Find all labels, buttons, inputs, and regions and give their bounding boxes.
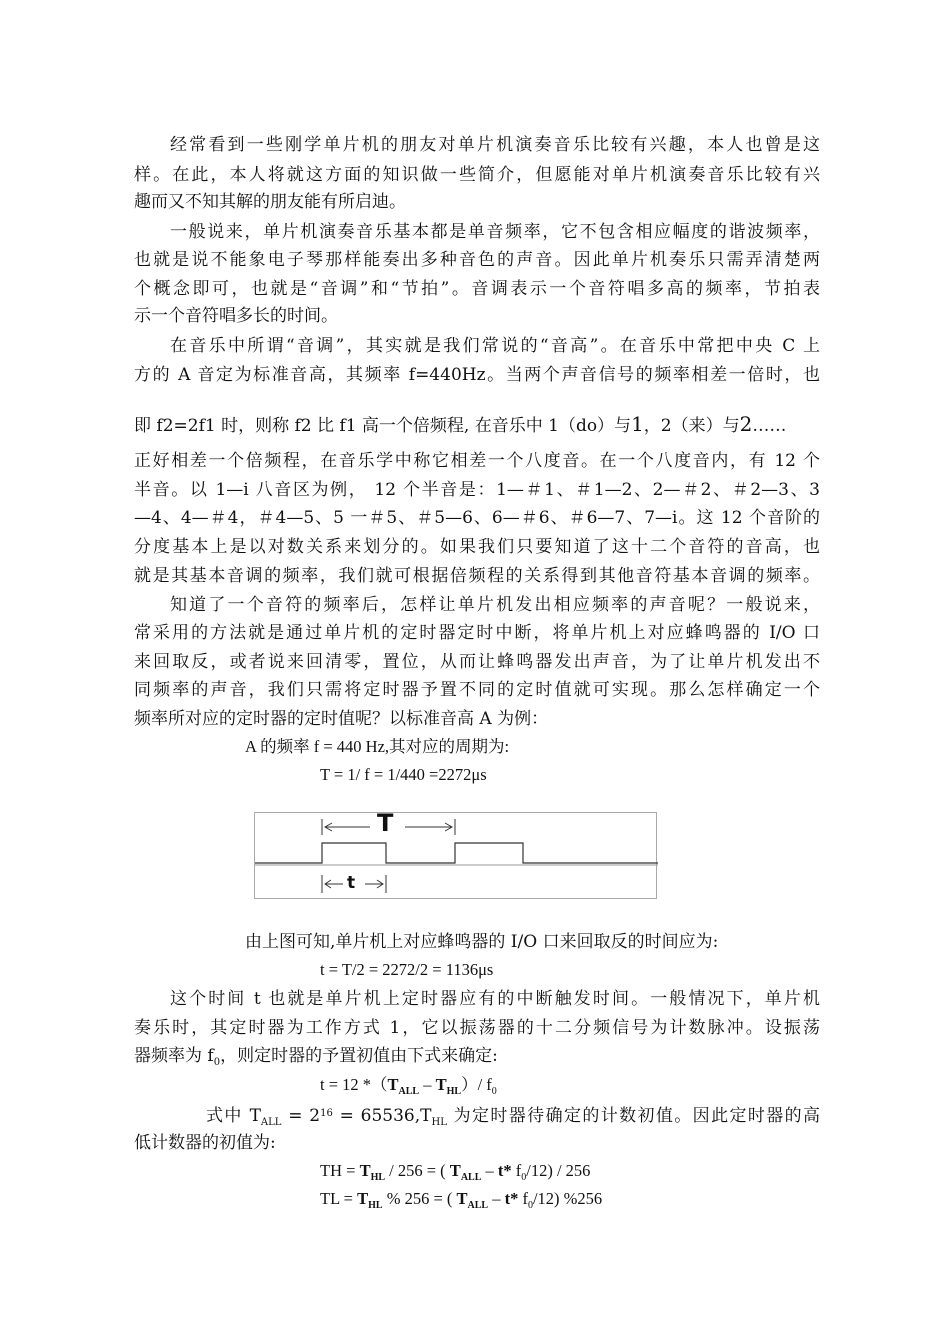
tl-c: HL	[368, 1200, 383, 1211]
para1-line2: 样。在此，本人将就这方面的知识做一些简介，但愿能对单片机演奏音乐比较有兴	[134, 165, 820, 185]
equation-tl	[320, 1186, 602, 1219]
th-a: TH =	[320, 1161, 360, 1180]
para2-line3: 个概念即可，也就是“音调”和“节拍”。音调表示一个音符唱多高的频率，节拍表	[134, 279, 820, 299]
period-label: T	[377, 809, 394, 837]
square-wave	[255, 843, 658, 863]
th-b: T	[359, 1161, 371, 1180]
para6-line1: 这个时间 t 也就是单片机上定时器应有的中断触发时间。一般情况下，单片机	[170, 989, 820, 1009]
eq4-div: ）/ f	[461, 1075, 492, 1094]
para1-line1: 经常看到一些刚学单片机的朋友对单片机演奏音乐比较有兴趣，本人也曾是这	[170, 135, 820, 155]
tl-a: TL =	[320, 1189, 358, 1208]
para4-line3: 来回取反，或者说来回清零，置位，从而让蜂鸣器发出声音，为了让单片机发出不	[134, 652, 820, 672]
eq4-start: t = 12 *（	[320, 1075, 388, 1094]
tl-d: % 256 = (	[382, 1189, 457, 1208]
para3-line3-mid: ，2（来）与	[643, 416, 740, 436]
para3-line8: 就是其基本音调的频率，我们就可根据倍频程的关系得到其他音符基本音调的频率。	[134, 566, 820, 586]
para2-line1: 一般说来，单片机演奏音乐基本都是单音频率，它不包含相应幅度的谐波频率，	[170, 222, 820, 242]
th-c: HL	[370, 1172, 386, 1183]
eq4-minus: –	[419, 1075, 436, 1094]
para6-line3-start: 器频率为 f	[134, 1046, 214, 1066]
para6-line3-end: ，则定时器的予置初值由下式来确定:	[220, 1046, 498, 1066]
eq4-thl-sub: HL	[446, 1086, 462, 1097]
para4-line5: 频率所对应的定时器的定时值呢？以标准音高 A 为例：	[134, 709, 549, 729]
para5-line1: 由上图可知,单片机上对应蜂鸣器的 I/O 口来回取反的时间应为:	[245, 932, 719, 952]
eq4-thl: T	[435, 1075, 447, 1094]
para3-line2: 方的 A 音定为标准音高，其频率 f=440Hz。当两个声音信号的频率相差一倍时，也	[134, 365, 820, 385]
tl-g: –	[488, 1189, 505, 1208]
para3-line3	[134, 411, 786, 439]
square-wave-diagram	[255, 813, 658, 900]
para2-line4: 示一个音符唱多长的时间。	[134, 306, 338, 326]
eq4-tall: T	[387, 1075, 399, 1094]
th-i: f	[511, 1161, 522, 1180]
th-d: / 256 = (	[385, 1161, 450, 1180]
p7-all-sub: ALL	[260, 1117, 282, 1128]
para7-line1	[206, 1101, 820, 1136]
para3-line4: 正好相差一个倍频程，在音乐学中称它相差一个八度音。在一个八度音内，有 12 个	[134, 451, 820, 471]
para2-line2: 也就是说不能象电子琴那样能奏出多种音色的声音。因此单片机奏乐只需弄清楚两	[134, 250, 820, 270]
para1-line3: 趣而又不知其解的朋友能有所启迪。	[134, 192, 406, 212]
th-f: ALL	[460, 1172, 482, 1183]
tl-k: /12) %256	[532, 1189, 603, 1208]
p7-exponent: 16	[320, 1108, 333, 1119]
para6-line2: 奏乐时，其定时器为工作方式 1，它以振荡器的十二分频信号为计数脉冲。设振荡	[134, 1018, 820, 1038]
p7-end: 为定时器待确定的计数初值。因此定时器的高	[446, 1106, 821, 1126]
para3-line5: 半音。以 1—i 八音区为例， 12 个半音是：1—＃1、＃1—2、2—＃2、＃2—3、3	[134, 480, 820, 500]
para3-line6: —4、4—＃4，＃4—5、5 一＃5、＃5—6、6—＃6、＃6—7、7—i。这 12 个音阶的	[134, 508, 820, 528]
tl-i: f	[518, 1189, 528, 1208]
f0-subscript: 0	[213, 1057, 221, 1068]
para7-line2: 低计数器的初值为:	[134, 1133, 276, 1153]
equation-half-period: t = T/2 = 2272/2 = 1136μs	[320, 960, 494, 979]
tl-e: T	[456, 1189, 468, 1208]
para3-line1: 在音乐中所谓“音调”，其实就是我们常说的“音高”。在音乐中常把中央 C 上	[170, 336, 820, 356]
eq4-tall-sub: ALL	[398, 1086, 420, 1097]
th-j: 0	[521, 1172, 527, 1183]
tl-h: t*	[504, 1189, 519, 1208]
half-period-label: t	[347, 873, 356, 893]
high-do-note: 1	[631, 412, 644, 436]
para4-line2: 常采用的方法就是通过单片机的定时器定时中断，将单片机上对应蜂鸣器的 I/O 口	[134, 623, 820, 643]
th-e: T	[449, 1161, 461, 1180]
th-g: –	[481, 1161, 498, 1180]
p7-eq: = 2	[281, 1106, 321, 1126]
p7-value: = 65536,T	[332, 1106, 432, 1126]
p7-hl-sub: HL	[431, 1117, 447, 1128]
equation-frequency: A 的频率 f = 440 Hz,其对应的周期为:	[245, 737, 510, 756]
th-h: t*	[497, 1161, 512, 1180]
square-wave-figure	[254, 809, 657, 899]
para3-line3-text: 即 f2=2f1 时，则称 f2 比 f1 高一个倍频程, 在音乐中 1（do）与	[134, 416, 632, 436]
tl-f: ALL	[467, 1200, 489, 1211]
tl-b: T	[357, 1189, 369, 1208]
eq4-f0-sub: 0	[491, 1086, 497, 1097]
para4-line4: 同频率的声音，我们只需将定时器予置不同的定时值就可实现。那么怎样确定一个	[134, 680, 820, 700]
th-k: /12) / 256	[526, 1161, 591, 1180]
p7-start: 式中 T	[206, 1106, 261, 1126]
high-re-note: 2	[739, 412, 753, 436]
para3-line3-ellipsis: ……	[752, 416, 787, 436]
equation-period: T = 1/ f = 1/440 =2272μs	[320, 765, 487, 784]
tl-j: 0	[527, 1200, 533, 1211]
para4-line1: 知道了一个音符的频率后，怎样让单片机发出相应频率的声音呢？一般说来，	[170, 595, 820, 615]
para3-line7: 分度基本上是以对数关系来划分的。如果我们只要知道了这十二个音符的音高，也	[134, 537, 820, 557]
